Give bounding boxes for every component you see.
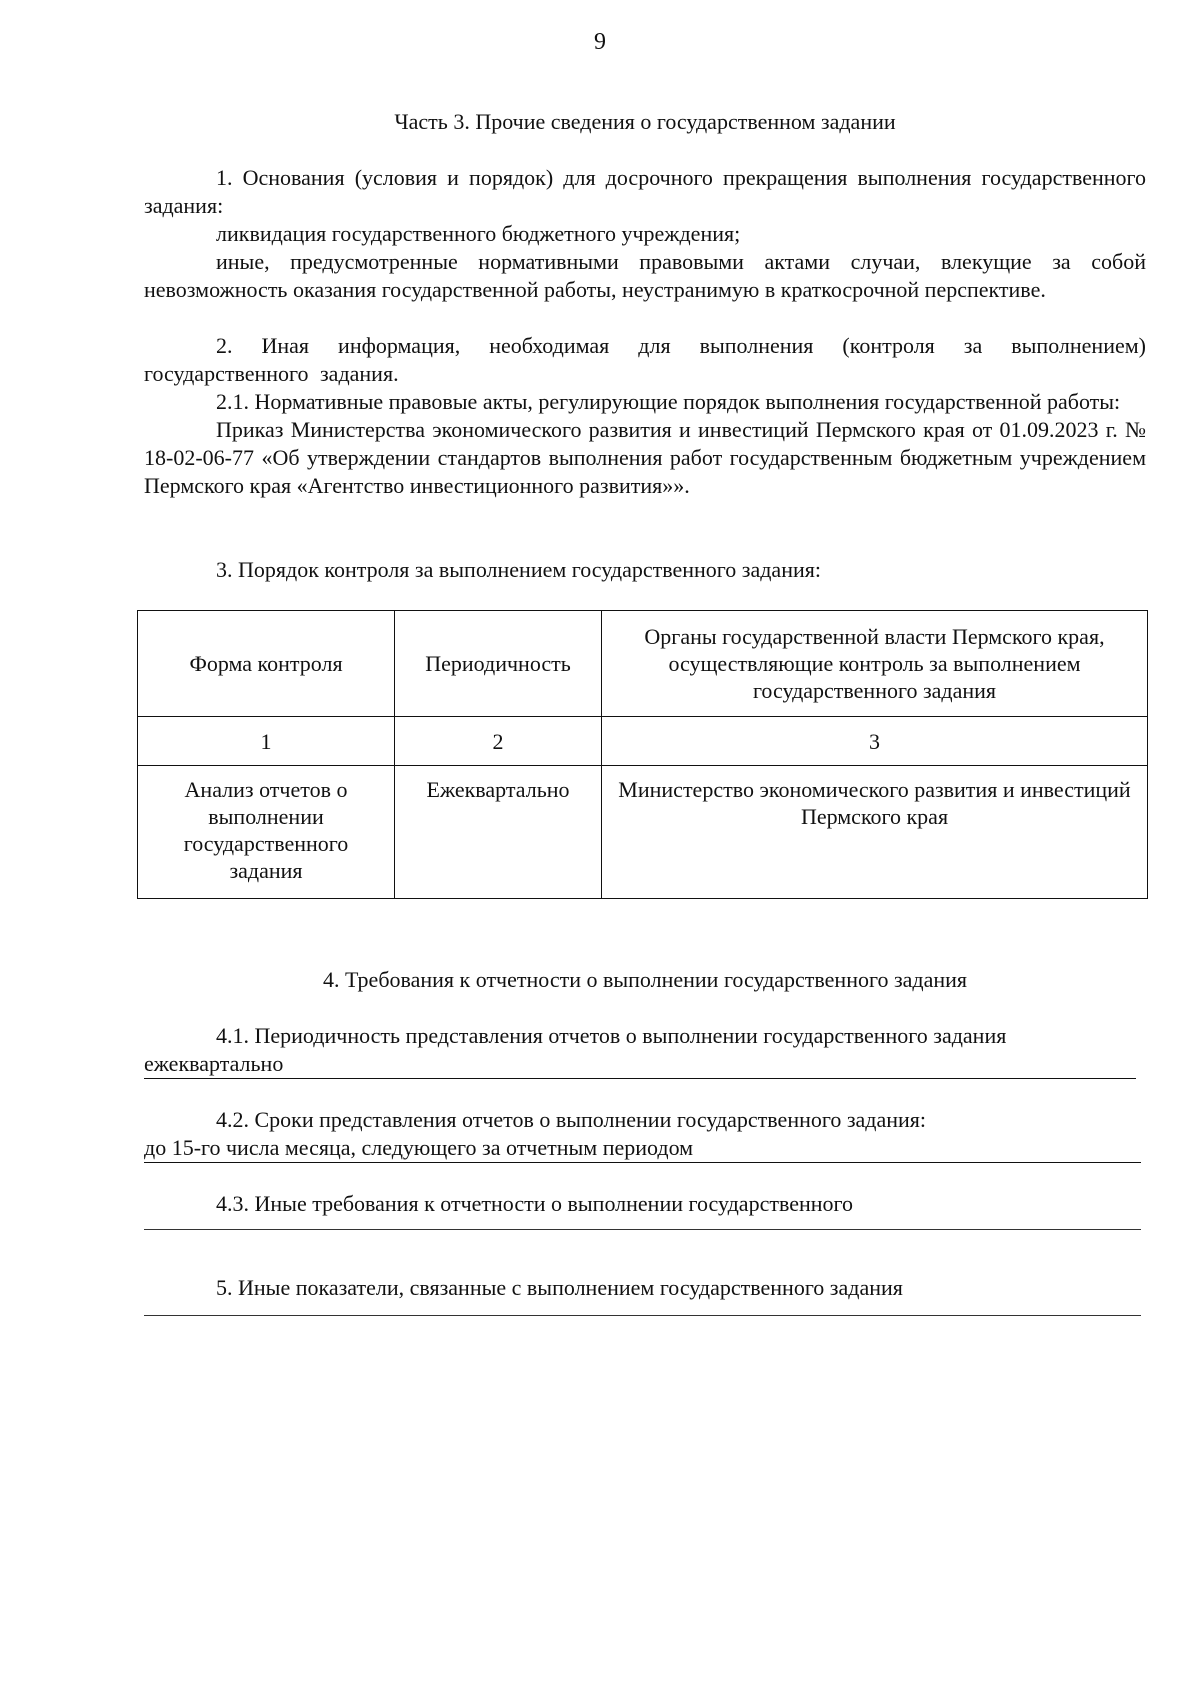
- section-2-paragraph-1: 2. Иная информация, необходимая для выполнения (контроля за выполнением) государственного задания.: [144, 333, 1146, 386]
- section-2-paragraph-3: Приказ Министерства экономического развития и инвестиций Пермского края от 01.09.2023 г. № 18-02-06-77 «Об утверждении стандартов выполнения работ государственным бюджетным учреждением Пермского края «Агентство инвестиционного развития»».: [144, 417, 1146, 498]
- periodicity-field: [144, 1050, 1136, 1079]
- table-cell-form: Анализ отчетов о выполнении государственного задания: [138, 766, 395, 899]
- header-cell-periodicity: Периодичность: [395, 611, 602, 717]
- section-1-paragraph-3: иные, предусмотренные нормативными правовыми актами случаи, влекущие за собой невозможность оказания государственной работы, неустранимую в краткосрочной перспективе.: [144, 249, 1146, 302]
- table-row: [138, 766, 1148, 899]
- section-3-heading: 3. Порядок контроля за выполнением государственного задания:: [216, 557, 821, 582]
- table-cell-periodicity: Ежеквартально: [395, 766, 602, 899]
- section-4-2: [144, 1106, 1141, 1163]
- section-2-paragraph-2: 2.1. Нормативные правовые акты, регулирующие порядок выполнения государственной работы:: [216, 389, 1121, 414]
- deadline-value: до 15-го числа месяца, следующего за отчетным периодом: [144, 1135, 694, 1160]
- section-5: [144, 1274, 1141, 1316]
- number-cell-3: 3: [602, 717, 1148, 766]
- section-3: [144, 556, 1146, 584]
- other-indicators-line: [144, 1314, 1141, 1316]
- table-cell-authority: Министерство экономического развития и инвестиций Пермского края: [602, 766, 1148, 899]
- other-requirements-line: [144, 1228, 1141, 1230]
- section-4-heading-wrap: [144, 966, 1146, 994]
- section-4-heading: 4. Требования к отчетности о выполнении государственного задания: [322, 967, 968, 992]
- section-4-2-label: 4.2. Сроки представления отчетов о выполнении государственного задания:: [216, 1107, 927, 1132]
- section-1-paragraph-1: 1. Основания (условия и порядок) для досрочного прекращения выполнения государственного задания:: [144, 165, 1146, 218]
- table-header-row: [138, 611, 1148, 717]
- part-title: Часть 3. Прочие сведения о государственном задании: [394, 109, 896, 134]
- number-cell-1: 1: [138, 717, 395, 766]
- control-table: [137, 610, 1148, 899]
- page-number: 9: [594, 29, 606, 55]
- section-2: [144, 332, 1146, 500]
- section-4-3: [144, 1190, 1141, 1230]
- periodicity-value: ежеквартально: [144, 1051, 284, 1076]
- deadline-field: [144, 1134, 1141, 1163]
- table-number-row: [138, 717, 1148, 766]
- section-1-paragraph-2: ликвидация государственного бюджетного учреждения;: [216, 221, 741, 246]
- section-5-heading: 5. Иные показатели, связанные с выполнением государственного задания: [216, 1275, 903, 1300]
- header-cell-authorities: Органы государственной власти Пермского края, осуществляющие контроль за выполнением государственного задания: [602, 611, 1148, 717]
- section-4-1: [144, 1022, 1136, 1079]
- section-1: [144, 164, 1146, 304]
- section-4-1-label: 4.1. Периодичность представления отчетов о выполнении государственного задания: [216, 1023, 1007, 1048]
- number-cell-2: 2: [395, 717, 602, 766]
- header-cell-form: Форма контроля: [138, 611, 395, 717]
- section-4-3-label: 4.3. Иные требования к отчетности о выполнении государственного: [216, 1191, 853, 1216]
